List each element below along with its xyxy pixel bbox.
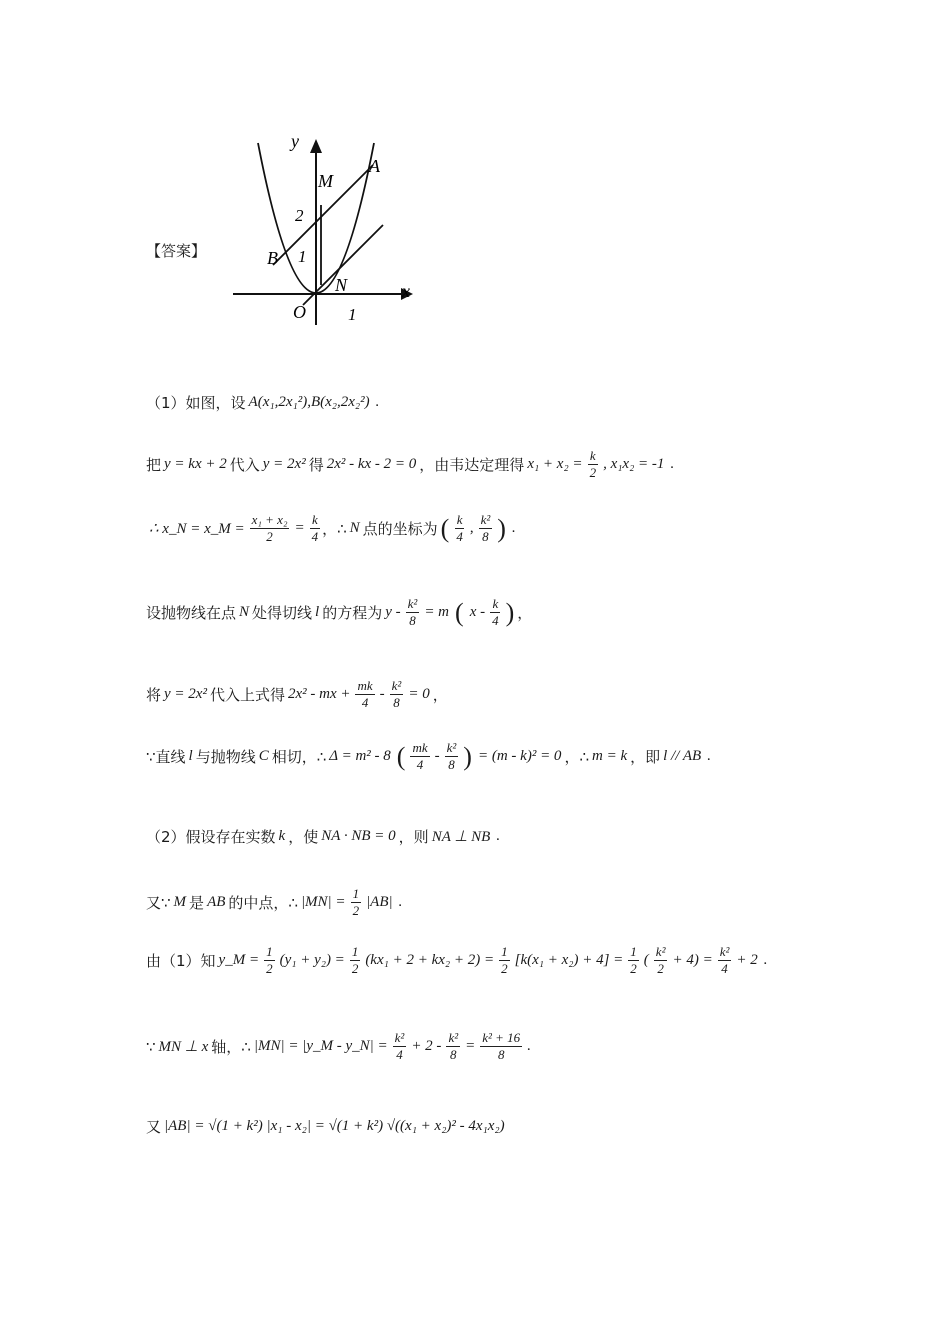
math: |AB| [366, 894, 393, 910]
math: MN ⊥ x [158, 1039, 209, 1055]
text: 又 [146, 1118, 162, 1136]
math: ∴ x_N = x_M = [149, 521, 245, 537]
math: y = 2x² [164, 686, 207, 702]
math: C [258, 748, 269, 764]
solution-line-4 [146, 596, 532, 629]
punct: . [511, 520, 516, 536]
math: NA · NB = 0 [321, 828, 396, 844]
denominator: 8 [409, 613, 416, 628]
paren-open: ( [440, 513, 450, 543]
paren-open: ( [396, 741, 406, 771]
denominator: 2 [266, 961, 273, 976]
math: = [465, 1038, 476, 1054]
math: N [239, 604, 250, 620]
denominator: 2 [351, 961, 359, 976]
math: l [188, 748, 193, 764]
comma: , [469, 520, 474, 536]
fraction [588, 448, 599, 481]
numerator: k² [655, 944, 666, 959]
fraction [264, 944, 275, 977]
punct: . [763, 952, 768, 968]
fraction [351, 886, 362, 919]
point-label-m: M [318, 171, 333, 191]
text: （1）如图，设 [146, 394, 246, 412]
solution-line-9 [146, 944, 771, 977]
fraction [390, 678, 404, 711]
denominator: 8 [448, 757, 455, 772]
text: 点的坐标为 [362, 520, 438, 538]
denominator: 4 [416, 757, 424, 772]
math: |MN| = [300, 894, 346, 910]
numerator: k² + 16 [482, 1030, 521, 1045]
fraction [454, 512, 465, 545]
numerator: k² [719, 944, 730, 959]
numerator: k [456, 512, 463, 527]
numerator: 1 [266, 944, 273, 959]
math: k [278, 828, 286, 844]
tick-label-2: 2 [295, 206, 304, 225]
fraction [350, 944, 361, 977]
solution-line-7 [146, 826, 503, 847]
numerator: k [589, 448, 596, 463]
numerator: k² [448, 1030, 459, 1045]
tick-label-x1: 1 [348, 305, 357, 324]
denominator: 4 [396, 1047, 403, 1062]
fraction [446, 1030, 460, 1063]
punct: . [670, 456, 675, 472]
fraction [718, 944, 732, 977]
math: , x₁x₂ = -1 [603, 456, 665, 472]
punct: . [707, 748, 711, 764]
math: m = k [591, 748, 628, 764]
fraction [480, 1030, 522, 1063]
math: N [349, 520, 360, 536]
text: 是 [189, 894, 205, 912]
text: （2）假设存在实数 [146, 828, 276, 846]
denominator: 8 [393, 695, 400, 710]
text: 的方程为 [322, 604, 383, 622]
math: + 4) = [672, 952, 713, 968]
parabola-figure [225, 125, 425, 335]
math: 2x² - mx + [287, 686, 351, 702]
numerator: k [311, 512, 318, 527]
text: ∵直线 [146, 748, 186, 766]
numerator: 1 [351, 944, 359, 959]
math: A(x₁,2x₁²),B(x₂,2x₂²) [248, 394, 370, 410]
solution-line-1 [146, 392, 382, 413]
math: - [434, 748, 440, 764]
text: 相切，∴ [271, 748, 327, 766]
math: y = kx + 2 [164, 456, 227, 472]
denominator: 8 [482, 529, 489, 544]
point-label-b: B [267, 248, 278, 268]
punct: . [496, 828, 501, 844]
fraction [499, 944, 510, 977]
punct: ， [432, 686, 448, 704]
text: 代入上式得 [209, 686, 285, 704]
numerator: mk [412, 740, 428, 755]
x-axis-label: x [402, 281, 410, 301]
math: = 0 [408, 686, 430, 702]
punct: . [398, 894, 403, 910]
y-axis-arrow [310, 139, 322, 153]
fraction [406, 596, 420, 629]
solution-line-10 [146, 1030, 534, 1063]
text: ，∴ [322, 520, 347, 538]
text: ，由韦达定理得 [419, 456, 525, 474]
math: [k(x₁ + x₂) + 4] = [514, 952, 624, 968]
math: x₁ + x₂ = [527, 456, 583, 472]
paren-close: ) [463, 741, 472, 771]
denominator: 8 [450, 1047, 457, 1062]
fraction [393, 1030, 407, 1063]
tick-label-1: 1 [298, 247, 307, 266]
fraction [250, 512, 290, 545]
math: l [315, 604, 320, 620]
math: 2x² - kx - 2 = 0 [326, 456, 417, 472]
fraction [445, 740, 459, 773]
fraction [355, 678, 374, 711]
numerator: k² [446, 740, 457, 755]
fraction [490, 596, 501, 629]
math: - [379, 686, 385, 702]
text: ，即 [630, 748, 661, 766]
text: ，使 [288, 828, 319, 846]
numerator: mk [357, 678, 373, 693]
text: 把 [146, 456, 162, 474]
text: 又∵ [146, 894, 171, 912]
fraction [310, 512, 321, 545]
answer-label: 【答案】 [146, 242, 207, 260]
solution-line-3 [146, 512, 519, 545]
solution-line-6 [146, 740, 714, 773]
numerator: k² [391, 678, 402, 693]
text: 代入 [229, 456, 260, 474]
origin-label: O [293, 302, 306, 322]
numerator: x₁ + x₂ [251, 512, 288, 527]
numerator: k² [480, 512, 491, 527]
y-axis-label: y [291, 131, 299, 151]
text: 设抛物线在点 [146, 604, 237, 622]
denominator: 4 [456, 529, 463, 544]
math: l // AB [663, 748, 702, 764]
math: |MN| = |y_M - y_N| = [253, 1038, 388, 1054]
fraction [479, 512, 493, 545]
math: (y₁ + y₂) = [279, 952, 345, 968]
numerator: k [492, 596, 499, 611]
paren-open: ( [455, 597, 464, 627]
paren-close: ) [505, 597, 515, 627]
numerator: k² [407, 596, 418, 611]
denominator: 4 [311, 529, 319, 544]
paren-close: ) [497, 513, 506, 543]
fraction [410, 740, 429, 773]
solution-line-11 [146, 1116, 508, 1137]
math: y - [385, 604, 401, 620]
math: = m [424, 604, 450, 620]
solution-line-5 [146, 678, 448, 711]
math: M [173, 894, 187, 910]
text: 轴，∴ [211, 1038, 251, 1056]
denominator: 2 [352, 903, 360, 918]
math: ( [643, 952, 649, 968]
math: = [294, 520, 305, 536]
numerator: 1 [501, 944, 508, 959]
denominator: 2 [630, 961, 637, 976]
denominator: 8 [497, 1047, 505, 1062]
text: 处得切线 [252, 604, 313, 622]
text: 的中点，∴ [228, 894, 298, 912]
math: y = 2x² [262, 456, 306, 472]
punct: . [527, 1038, 531, 1054]
text: 得 [308, 456, 324, 474]
fraction [628, 944, 639, 977]
text: ，则 [398, 828, 429, 846]
denominator: 2 [589, 465, 597, 480]
punct: ， [517, 604, 533, 622]
denominator: 2 [266, 529, 273, 544]
point-label-n: N [335, 275, 348, 295]
numerator: 1 [630, 944, 637, 959]
text: 将 [146, 686, 162, 704]
solution-line-8 [146, 886, 405, 919]
denominator: 4 [361, 695, 369, 710]
text: ，∴ [564, 748, 589, 766]
denominator: 4 [721, 961, 728, 976]
punct: . [375, 394, 380, 410]
math: y_M = [218, 952, 260, 968]
text: 与抛物线 [195, 748, 256, 766]
text: ∵ [146, 1037, 156, 1056]
point-label-a: A [369, 156, 380, 176]
solution-line-2 [146, 448, 677, 481]
math: |AB| = √(1 + k²) |x₁ - x₂| = √(1 + k²) √((x₁ + x₂)² - 4x₁x₂) [164, 1118, 505, 1134]
math: AB [207, 894, 226, 910]
denominator: 2 [657, 961, 664, 976]
math: NA ⊥ NB [431, 829, 491, 845]
math: + 2 [736, 952, 758, 968]
math: = (m - k)² = 0 [477, 748, 562, 764]
text: 由（1）知 [146, 952, 216, 970]
math: Δ = m² - 8 [329, 748, 391, 764]
denominator: 4 [492, 613, 499, 628]
numerator: k² [394, 1030, 405, 1045]
math: x - [469, 604, 486, 620]
numerator: 1 [352, 886, 360, 901]
math: (kx₁ + 2 + kx₂ + 2) = [365, 952, 495, 968]
denominator: 2 [501, 961, 508, 976]
math: + 2 - [411, 1038, 442, 1054]
fraction [654, 944, 668, 977]
